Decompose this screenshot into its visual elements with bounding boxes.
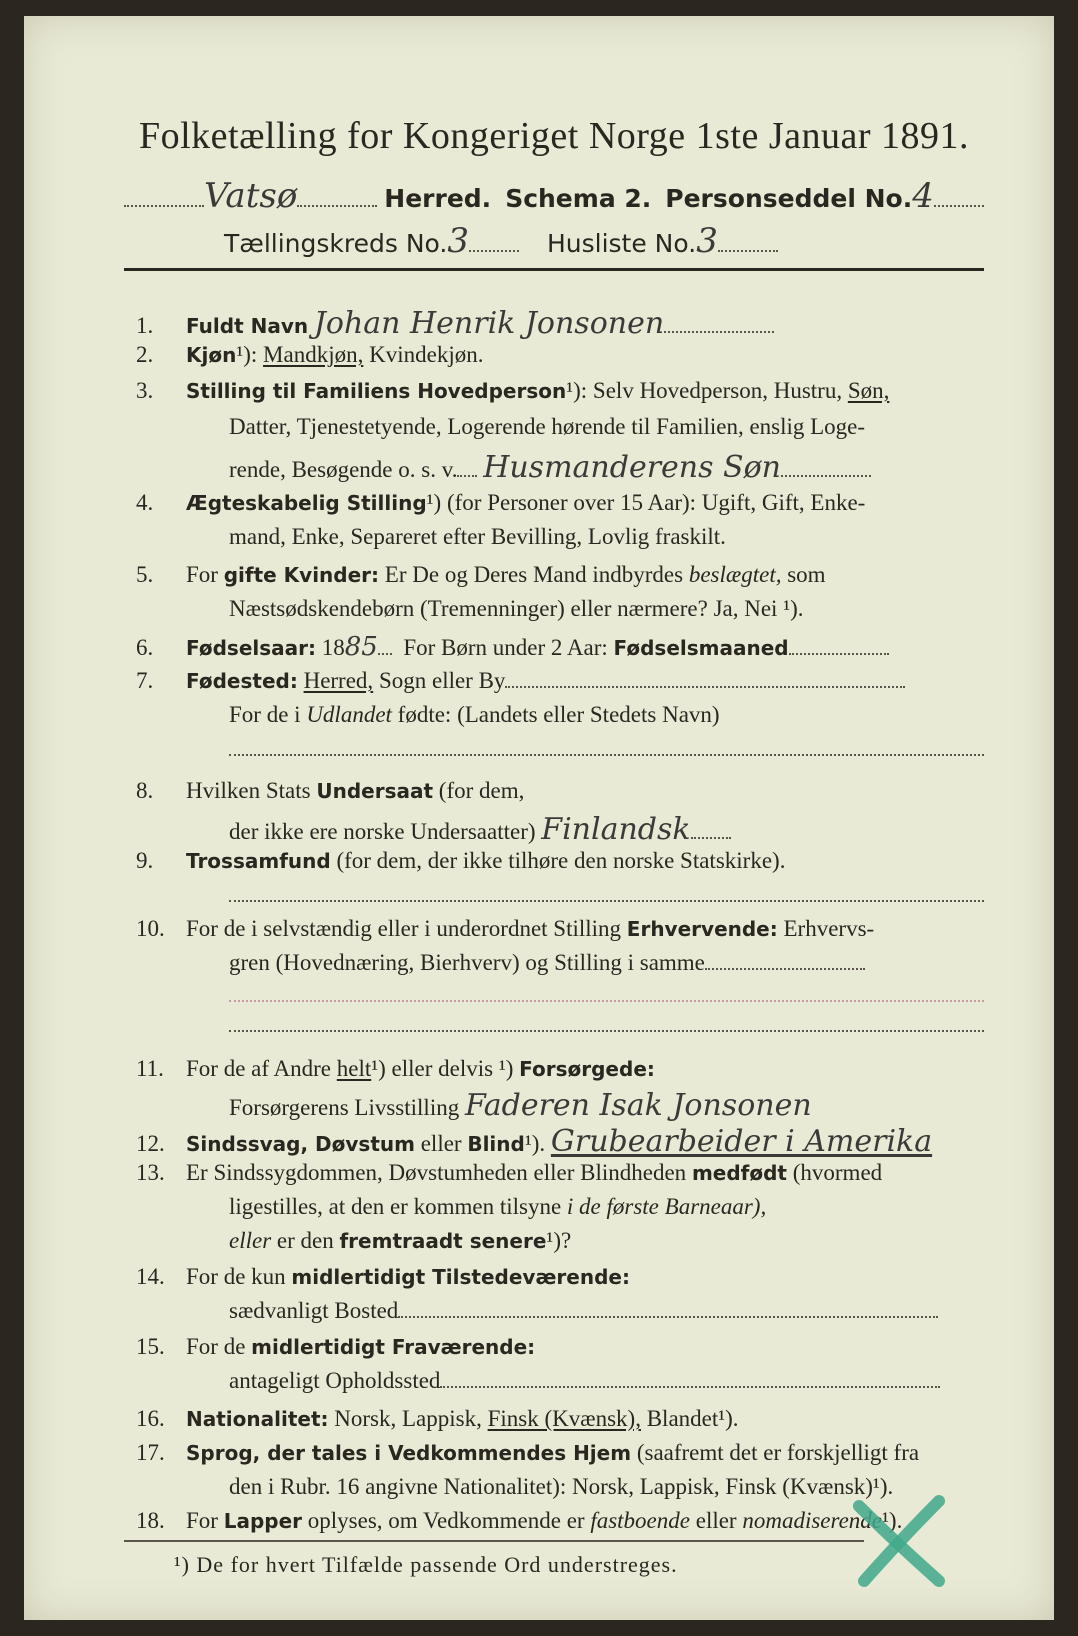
item-7: 7. Fødested: Herred, Sogn eller By [136,668,905,694]
footnote: ¹) De for hvert Tilfælde passende Ord understreges. [174,1552,678,1577]
personseddel-label: Personseddel No. [665,184,913,213]
provider-occupation-value: Grubearbeider i Amerika [550,1124,933,1159]
header-line-1 [124,176,984,216]
nationality-selected: Finsk (Kvænsk), [487,1406,641,1431]
form-title: Folketælling for Kongeriget Norge 1ste Januar 1891. [138,115,970,157]
relation-value: Husmanderens Søn [483,450,781,485]
relation-selected: Søn, [847,378,890,403]
provider-value: Faderen Isak Jonsonen [464,1088,812,1123]
header-line-2 [224,221,778,261]
husliste-value: 3 [696,221,718,261]
item-13: 13. Er Sindssygdommen, Døvstumheden eller Blindheden medfødt (hvormed [136,1160,883,1185]
item-2: 2. Kjøn¹): Mandkjøn, Kvindekjøn. [136,342,484,367]
husliste-label: Husliste No. [546,229,697,258]
item-10: 10. For de i selvstændig eller i underordnet Stilling Erhvervende: Erhvervs- [136,916,875,941]
item-16: 16. Nationalitet: Norsk, Lappisk, Finsk (Kvænsk), Blandet¹). [136,1406,739,1431]
item-18: 18. For Lapper oplyses, om Vedkommende er fastboende eller nomadiserende¹). [136,1508,903,1533]
personseddel-value: 4 [912,176,934,216]
herred-label: Herred. [384,184,492,213]
nationality-value: Finlandsk [541,812,691,847]
herred-value: Vatsø [204,176,298,216]
item-9: 9. Trossamfund (for dem, der ikke tilhøre den norske Statskirke). [136,848,786,873]
green-cross-mark-icon [844,1486,964,1596]
item-11: 11. For de af Andre helt¹) eller delvis ¹) Forsørgede: [136,1056,655,1081]
kreds-label: Tællingskreds No. [224,229,448,258]
census-form-sheet: Folketælling for Kongeriget Norge 1ste Januar 1891. Vatsø Herred. Schema 2. Personseddel No.4 Tællingskreds No.3 Husliste No.3 1. Fuldt Navn Johan Henrik Jonsonen 2. Kjøn¹): Mandkjøn, Kvindekjøn. 3. Stilling til Familiens Hovedperson¹): Selv Hovedperson, Hustru, Søn, Datter, Tjenestetyende, Logerende hørende til Familien, enslig Loge- rende, Besøgende o. s. v. Husmanderens Søn 4. Ægteskabelig Stilling¹) (for Personer over 15 Aar): Ugift, Gift, Enke- mand, Enke, Separeret efter Bevilling, Lovlig fraskilt. 5. For gifte Kvinder: Er De og Deres Mand indbyrdes beslægtet, som Næstsødskendebørn (Tremenninger) eller nærmere? Ja, Nei ¹). 6. Fødselsaar: 1885 For Børn under 2 Aar: Fødselsmaaned 7. Fødested: Herred, Sogn eller By For de i Udlandet fødte: (Landets eller Stedets Navn) 8. Hvilken Stats Undersaat (for dem, der ikke ere norske Undersaatter) Finlandsk 9. Trossamfund (for dem, der ikke tilhøre den norske Statskirke). 10. For de i selvstændig eller i underordnet Stilling Erhvervende: Erhvervs- gren (Hovednæring, Bierhverv) og Stilling i samme 11. For de af Andre helt¹) eller delvis ¹) Forsørgede: Forsørgerens Livsstilling Faderen Isak Jonsonen 12. Sindssvag, Døvstum eller Blind¹). Grubearbeider i Amerika 13. Er Sindssygdommen, Døvstumheden eller Blindheden medfødt (hvormed ligestilles, at den er kommen tilsyne i de første Barneaar), eller er den fremtraadt senere¹)? 14. For de kun midlertidigt Tilstedeværende: sædvanligt Bosted 15. For de midlertidigt Fraværende: antageligt Opholdssted 16. Nationalitet: Norsk, Lappisk, Finsk (Kvænsk), Blandet¹). 17. Sprog, der tales i Vedkommendes Hjem (saafremt det er forskjelligt fra den i Rubr. 16 angivne Nationalitet): Norsk, Lappisk, Finsk (Kvænsk)¹). 18. For Lapper oplyses, om Vedkommende er fastboende eller nomadiserende¹). ¹) De for hvert Tilfælde passende Ord understreges. [24,16,1054,1620]
item-12: 12. Sindssvag, Døvstum eller Blind¹). Grubearbeider i Amerika [136,1124,933,1159]
item-17: 17. Sprog, der tales i Vedkommendes Hjem (saafremt det er forskjelligt fra [136,1440,920,1465]
footnote-rule [124,1540,864,1542]
name-value: Johan Henrik Jonsonen [313,306,665,341]
kreds-value: 3 [447,221,469,261]
schema-label: Schema 2. [505,184,652,213]
gender-selected: Mandkjøn, [263,342,364,367]
item-3: 3. Stilling til Familiens Hovedperson¹): Selv Hovedperson, Hustru, Søn, [136,378,890,403]
item-1: 1. Fuldt Navn Johan Henrik Jonsonen [136,306,774,341]
header-rule [124,268,984,271]
item-8: 8. Hvilken Stats Undersaat (for dem, [136,778,525,803]
support-selected: helt [336,1056,372,1081]
item-4: 4. Ægteskabelig Stilling¹) (for Personer over 15 Aar): Ugift, Gift, Enke- [136,490,866,515]
item-15: 15. For de midlertidigt Fraværende: [136,1334,536,1359]
birthplace-selected: Herred, [303,668,374,693]
item-6: 6. Fødselsaar: 1885 For Børn under 2 Aar: Fødselsmaaned [136,632,889,662]
item-5: 5. For gifte Kvinder: Er De og Deres Mand indbyrdes beslægtet, som [136,562,826,587]
item-14: 14. For de kun midlertidigt Tilstedeværende: [136,1264,630,1289]
birth-year-value: 85 [344,632,378,662]
